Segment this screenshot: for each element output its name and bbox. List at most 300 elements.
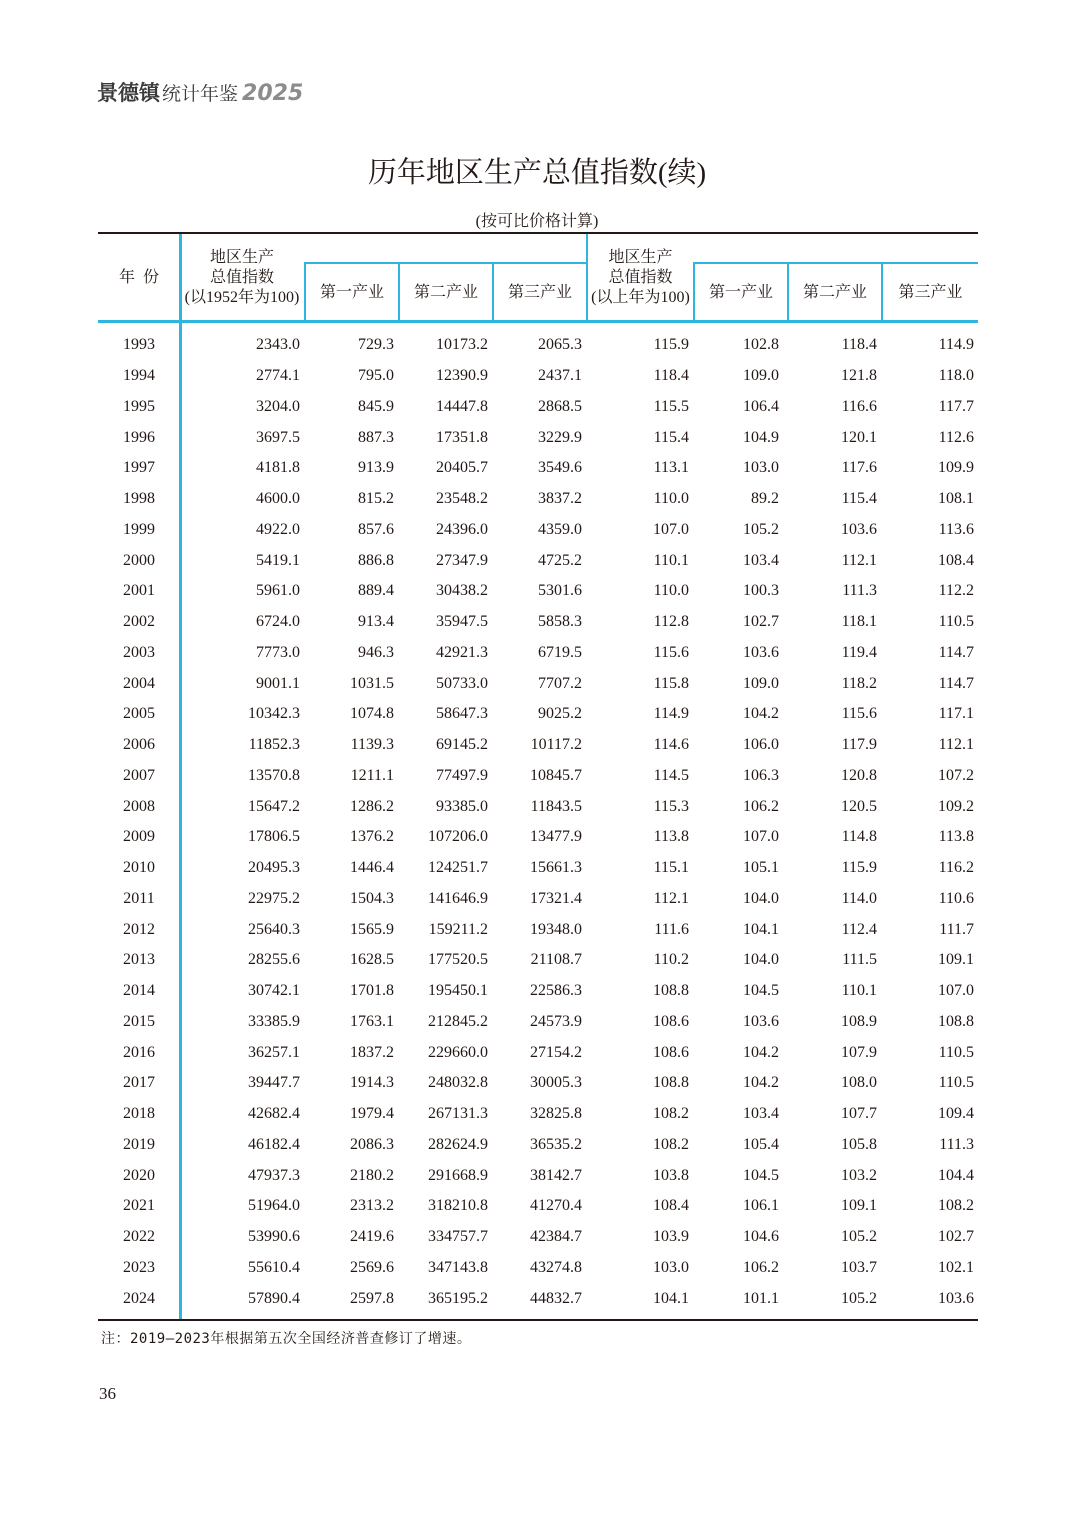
cell-tertiary-1952: 24573.9	[530, 1012, 582, 1030]
cell-tertiary-prev: 110.5	[938, 1043, 974, 1061]
cell-primary-prev: 104.2	[743, 1043, 779, 1061]
cell-secondary-prev: 111.5	[842, 951, 877, 969]
cell-secondary-prev: 107.9	[841, 1043, 877, 1061]
cell-primary-prev: 104.0	[743, 889, 779, 907]
data-table	[98, 330, 978, 1314]
cell-year: 2004	[123, 674, 155, 692]
cell-secondary-1952: 27347.9	[436, 551, 488, 569]
cell-gdp-index-1952: 7773.0	[256, 643, 300, 661]
table-row	[98, 1283, 978, 1314]
cell-gdp-index-1952: 3697.5	[256, 428, 300, 446]
cell-primary-1952: 1763.1	[350, 1012, 394, 1030]
cell-gdp-index-1952: 2774.1	[256, 367, 300, 385]
cell-secondary-prev: 117.6	[841, 459, 877, 477]
cell-tertiary-prev: 117.1	[938, 705, 974, 723]
cell-secondary-prev: 121.8	[841, 367, 877, 385]
cell-secondary-prev: 120.1	[841, 428, 877, 446]
cell-gdp-index-prev: 108.8	[653, 1074, 689, 1092]
cell-primary-prev: 89.2	[751, 490, 779, 508]
cell-tertiary-prev: 107.2	[938, 766, 974, 784]
cell-gdp-index-1952: 51964.0	[248, 1197, 300, 1215]
cell-primary-prev: 103.6	[743, 1012, 779, 1030]
cell-year: 2024	[123, 1289, 155, 1307]
cell-tertiary-prev: 113.8	[938, 828, 974, 846]
cell-gdp-index-prev: 104.1	[653, 1289, 689, 1307]
cell-tertiary-1952: 10845.7	[530, 766, 582, 784]
footnote: 注：2019—2023年根据第五次全国经济普查修订了增速。	[101, 1331, 472, 1347]
cell-primary-1952: 913.4	[358, 613, 394, 631]
cell-gdp-index-1952: 53990.6	[248, 1228, 300, 1246]
cell-primary-1952: 1286.2	[350, 797, 394, 815]
cell-tertiary-1952: 41270.4	[530, 1197, 582, 1215]
cell-tertiary-prev: 110.5	[938, 613, 974, 631]
cell-primary-1952: 2313.2	[350, 1197, 394, 1215]
cell-gdp-index-1952: 4600.0	[256, 490, 300, 508]
cell-year: 2021	[123, 1197, 155, 1215]
cell-secondary-1952: 291668.9	[428, 1166, 488, 1184]
cell-gdp-index-prev: 110.2	[653, 951, 689, 969]
cell-primary-prev: 104.2	[743, 1074, 779, 1092]
cell-year: 2012	[123, 920, 155, 938]
cell-secondary-1952: 42921.3	[436, 643, 488, 661]
cell-secondary-prev: 103.6	[841, 520, 877, 538]
cell-gdp-index-1952: 42682.4	[248, 1105, 300, 1123]
table-top-rule	[98, 232, 978, 234]
cell-gdp-index-1952: 5961.0	[256, 582, 300, 600]
cell-tertiary-1952: 3229.9	[538, 428, 582, 446]
cell-primary-1952: 2569.6	[350, 1258, 394, 1276]
cell-gdp-index-1952: 57890.4	[248, 1289, 300, 1307]
cell-year: 2000	[123, 551, 155, 569]
cell-gdp-index-prev: 108.2	[653, 1135, 689, 1153]
cell-year: 2019	[123, 1135, 155, 1153]
cell-primary-1952: 1031.5	[350, 674, 394, 692]
cell-gdp-index-prev: 111.6	[654, 920, 689, 938]
cell-secondary-prev: 118.2	[841, 674, 877, 692]
cell-primary-prev: 106.0	[743, 736, 779, 754]
cell-primary-prev: 105.2	[743, 520, 779, 538]
cell-tertiary-prev: 114.9	[938, 336, 974, 354]
table-row	[98, 330, 978, 361]
cell-tertiary-prev: 111.7	[939, 920, 974, 938]
cell-gdp-index-1952: 9001.1	[256, 674, 300, 692]
cell-year: 2007	[123, 766, 155, 784]
table-row	[98, 1222, 978, 1253]
cell-primary-1952: 1446.4	[350, 859, 394, 877]
cell-gdp-index-prev: 108.6	[653, 1012, 689, 1030]
cell-secondary-prev: 118.4	[841, 336, 877, 354]
table-row	[98, 515, 978, 546]
cell-tertiary-prev: 110.5	[938, 1074, 974, 1092]
cell-year: 1998	[123, 490, 155, 508]
cell-primary-1952: 1565.9	[350, 920, 394, 938]
cell-secondary-prev: 120.8	[841, 766, 877, 784]
cell-gdp-index-1952: 15647.2	[248, 797, 300, 815]
cell-tertiary-1952: 9025.2	[538, 705, 582, 723]
cell-primary-prev: 106.1	[743, 1197, 779, 1215]
cell-secondary-1952: 107206.0	[428, 828, 488, 846]
cell-secondary-1952: 195450.1	[428, 982, 488, 1000]
cell-tertiary-1952: 36535.2	[530, 1135, 582, 1153]
cell-gdp-index-prev: 114.9	[653, 705, 689, 723]
cell-secondary-1952: 12390.9	[436, 367, 488, 385]
cell-secondary-1952: 20405.7	[436, 459, 488, 477]
table-row	[98, 976, 978, 1007]
table-row	[98, 1007, 978, 1038]
cell-primary-prev: 109.0	[743, 367, 779, 385]
cell-tertiary-prev: 108.8	[938, 1012, 974, 1030]
table-row	[98, 607, 978, 638]
cell-tertiary-prev: 109.2	[938, 797, 974, 815]
cell-secondary-1952: 177520.5	[428, 951, 488, 969]
cell-primary-prev: 104.9	[743, 428, 779, 446]
cell-secondary-1952: 69145.2	[436, 736, 488, 754]
cell-gdp-index-1952: 11852.3	[248, 736, 300, 754]
cell-gdp-index-prev: 112.1	[653, 889, 689, 907]
cell-primary-1952: 857.6	[358, 520, 394, 538]
cell-gdp-index-prev: 115.3	[653, 797, 689, 815]
col-header-line: 总值指数	[209, 269, 274, 286]
cell-primary-1952: 1837.2	[350, 1043, 394, 1061]
cell-tertiary-1952: 6719.5	[538, 643, 582, 661]
table-row	[98, 453, 978, 484]
cell-secondary-prev: 108.0	[841, 1074, 877, 1092]
table-row	[98, 1130, 978, 1161]
cell-gdp-index-prev: 115.8	[653, 674, 689, 692]
cell-secondary-1952: 35947.5	[436, 613, 488, 631]
cell-primary-prev: 104.1	[743, 920, 779, 938]
table-row	[98, 668, 978, 699]
cell-year: 2022	[123, 1228, 155, 1246]
cell-year: 2009	[123, 828, 155, 846]
table-row	[98, 791, 978, 822]
cell-secondary-prev: 109.1	[841, 1197, 877, 1215]
cell-gdp-index-1952: 55610.4	[248, 1258, 300, 1276]
cell-primary-prev: 103.0	[743, 459, 779, 477]
cell-primary-1952: 2086.3	[350, 1135, 394, 1153]
col-header-secondary-1: 第二产业	[413, 284, 478, 301]
cell-primary-prev: 106.2	[743, 1258, 779, 1276]
cell-tertiary-1952: 44832.7	[530, 1289, 582, 1307]
cell-secondary-1952: 24396.0	[436, 520, 488, 538]
cell-year: 2006	[123, 736, 155, 754]
table-row	[98, 1191, 978, 1222]
cell-gdp-index-1952: 47937.3	[248, 1166, 300, 1184]
cell-year: 1996	[123, 428, 155, 446]
col-header-line: 总值指数	[608, 269, 673, 286]
cell-gdp-index-1952: 20495.3	[248, 859, 300, 877]
cell-tertiary-1952: 15661.3	[530, 859, 582, 877]
cell-secondary-1952: 124251.7	[428, 859, 488, 877]
cell-primary-prev: 107.0	[743, 828, 779, 846]
cell-primary-prev: 102.8	[743, 336, 779, 354]
cell-secondary-1952: 77497.9	[436, 766, 488, 784]
cell-gdp-index-prev: 112.8	[653, 613, 689, 631]
cell-secondary-prev: 105.2	[841, 1289, 877, 1307]
table-row	[98, 1068, 978, 1099]
cell-secondary-prev: 111.3	[842, 582, 877, 600]
cell-tertiary-prev: 108.2	[938, 1197, 974, 1215]
cell-primary-prev: 104.6	[743, 1228, 779, 1246]
cell-tertiary-prev: 114.7	[938, 643, 974, 661]
cell-gdp-index-prev: 108.6	[653, 1043, 689, 1061]
cell-tertiary-1952: 3837.2	[538, 490, 582, 508]
cell-primary-1952: 1139.3	[350, 736, 394, 754]
cell-primary-prev: 106.3	[743, 766, 779, 784]
cell-primary-1952: 2419.6	[350, 1228, 394, 1246]
cell-secondary-1952: 159211.2	[428, 920, 488, 938]
cell-tertiary-1952: 2437.1	[538, 367, 582, 385]
cell-gdp-index-1952: 25640.3	[248, 920, 300, 938]
cell-tertiary-1952: 2065.3	[538, 336, 582, 354]
table-row	[98, 1099, 978, 1130]
table-row	[98, 484, 978, 515]
cell-primary-1952: 1628.5	[350, 951, 394, 969]
cell-primary-prev: 105.4	[743, 1135, 779, 1153]
cell-secondary-1952: 267131.3	[428, 1105, 488, 1123]
cell-gdp-index-1952: 17806.5	[248, 828, 300, 846]
cell-primary-prev: 109.0	[743, 674, 779, 692]
cell-gdp-index-prev: 115.6	[653, 643, 689, 661]
cell-tertiary-prev: 112.1	[938, 736, 974, 754]
cell-secondary-prev: 107.7	[841, 1105, 877, 1123]
cell-secondary-1952: 212845.2	[428, 1012, 488, 1030]
cell-gdp-index-prev: 108.2	[653, 1105, 689, 1123]
cell-primary-1952: 889.4	[358, 582, 394, 600]
cell-secondary-1952: 365195.2	[428, 1289, 488, 1307]
cell-secondary-prev: 108.9	[841, 1012, 877, 1030]
cell-gdp-index-1952: 4922.0	[256, 520, 300, 538]
cell-secondary-1952: 23548.2	[436, 490, 488, 508]
cell-tertiary-prev: 108.4	[938, 551, 974, 569]
cell-gdp-index-prev: 110.0	[653, 582, 689, 600]
cell-primary-prev: 104.2	[743, 705, 779, 723]
cell-secondary-prev: 118.1	[841, 613, 877, 631]
cell-secondary-prev: 115.6	[841, 705, 877, 723]
cell-secondary-prev: 115.9	[841, 859, 877, 877]
cell-tertiary-1952: 27154.2	[530, 1043, 582, 1061]
cell-gdp-index-1952: 39447.7	[248, 1074, 300, 1092]
cell-tertiary-1952: 2868.5	[538, 397, 582, 415]
cell-gdp-index-prev: 114.5	[653, 766, 689, 784]
cell-year: 2003	[123, 643, 155, 661]
cell-tertiary-1952: 5301.6	[538, 582, 582, 600]
table-subtitle: (按可比价格计算)	[475, 213, 599, 230]
cell-gdp-index-prev: 118.4	[653, 367, 689, 385]
cell-gdp-index-prev: 115.9	[653, 336, 689, 354]
cell-primary-1952: 1211.1	[350, 766, 394, 784]
cell-secondary-prev: 114.0	[841, 889, 877, 907]
cell-tertiary-1952: 7707.2	[538, 674, 582, 692]
cell-secondary-prev: 103.2	[841, 1166, 877, 1184]
data-table-body	[98, 330, 978, 1314]
cell-year: 1997	[123, 459, 155, 477]
col-header-year: 年 份	[118, 269, 159, 286]
subheader-top-rule-2	[693, 262, 978, 264]
cell-primary-prev: 103.6	[743, 643, 779, 661]
cell-primary-1952: 1504.3	[350, 889, 394, 907]
cell-tertiary-prev: 108.1	[938, 490, 974, 508]
cell-tertiary-1952: 30005.3	[530, 1074, 582, 1092]
cell-tertiary-1952: 4359.0	[538, 520, 582, 538]
cell-secondary-prev: 112.4	[841, 920, 877, 938]
cell-gdp-index-prev: 103.0	[653, 1258, 689, 1276]
cell-secondary-1952: 14447.8	[436, 397, 488, 415]
cell-primary-1952: 845.9	[358, 397, 394, 415]
cell-primary-prev: 103.4	[743, 1105, 779, 1123]
cell-gdp-index-1952: 33385.9	[248, 1012, 300, 1030]
cell-year: 1999	[123, 520, 155, 538]
cell-secondary-prev: 112.1	[841, 551, 877, 569]
cell-gdp-index-1952: 13570.8	[248, 766, 300, 784]
cell-tertiary-1952: 38142.7	[530, 1166, 582, 1184]
cell-gdp-index-prev: 107.0	[653, 520, 689, 538]
cell-tertiary-1952: 13477.9	[530, 828, 582, 846]
cell-primary-prev: 106.4	[743, 397, 779, 415]
brand-year: 2025	[242, 81, 304, 106]
cell-secondary-1952: 50733.0	[436, 674, 488, 692]
cell-gdp-index-prev: 113.8	[653, 828, 689, 846]
table-row	[98, 361, 978, 392]
cell-secondary-1952: 93385.0	[436, 797, 488, 815]
cell-primary-1952: 729.3	[358, 336, 394, 354]
cell-tertiary-prev: 112.2	[938, 582, 974, 600]
cell-tertiary-1952: 11843.5	[530, 797, 582, 815]
cell-tertiary-prev: 112.6	[938, 428, 974, 446]
col-header-line: (以上年为100)	[591, 289, 690, 306]
col-header-line: 地区生产	[608, 249, 673, 266]
cell-tertiary-prev: 103.6	[938, 1289, 974, 1307]
cell-primary-prev: 105.1	[743, 859, 779, 877]
cell-secondary-prev: 103.7	[841, 1258, 877, 1276]
cell-year: 2020	[123, 1166, 155, 1184]
cell-gdp-index-prev: 108.8	[653, 982, 689, 1000]
cell-gdp-index-prev: 115.1	[653, 859, 689, 877]
cell-gdp-index-prev: 110.1	[653, 551, 689, 569]
cell-secondary-1952: 282624.9	[428, 1135, 488, 1153]
table-row	[98, 884, 978, 915]
cell-tertiary-prev: 113.6	[938, 520, 974, 538]
cell-secondary-prev: 105.8	[841, 1135, 877, 1153]
table-row	[98, 730, 978, 761]
cell-secondary-prev: 114.8	[841, 828, 877, 846]
table-row	[98, 1160, 978, 1191]
cell-tertiary-1952: 32825.8	[530, 1105, 582, 1123]
cell-year: 2016	[123, 1043, 155, 1061]
brand-name: 景德镇	[97, 81, 160, 105]
cell-year: 1993	[123, 336, 155, 354]
cell-secondary-1952: 248032.8	[428, 1074, 488, 1092]
table-row	[98, 1037, 978, 1068]
cell-secondary-1952: 318210.8	[428, 1197, 488, 1215]
cell-secondary-1952: 30438.2	[436, 582, 488, 600]
cell-gdp-index-1952: 10342.3	[248, 705, 300, 723]
table-row	[98, 576, 978, 607]
cell-tertiary-prev: 111.3	[939, 1135, 974, 1153]
page-number: 36	[99, 1384, 116, 1403]
cell-gdp-index-prev: 115.4	[653, 428, 689, 446]
cell-secondary-prev: 110.1	[841, 982, 877, 1000]
cell-year: 2002	[123, 613, 155, 631]
cell-year: 2011	[123, 889, 155, 907]
cell-primary-prev: 106.2	[743, 797, 779, 815]
table-row	[98, 638, 978, 669]
cell-primary-1952: 2180.2	[350, 1166, 394, 1184]
cell-year: 2008	[123, 797, 155, 815]
cell-secondary-1952: 141646.9	[428, 889, 488, 907]
col-header-line: 地区生产	[209, 249, 274, 266]
cell-gdp-index-prev: 110.0	[653, 490, 689, 508]
cell-primary-1952: 886.8	[358, 551, 394, 569]
cell-secondary-prev: 120.5	[841, 797, 877, 815]
cell-tertiary-prev: 109.4	[938, 1105, 974, 1123]
cell-secondary-1952: 347143.8	[428, 1258, 488, 1276]
cell-secondary-prev: 115.4	[841, 490, 877, 508]
cell-secondary-prev: 105.2	[841, 1228, 877, 1246]
table-row	[98, 822, 978, 853]
col-header-line: (以1952年为100)	[184, 289, 300, 306]
cell-tertiary-prev: 109.9	[938, 459, 974, 477]
cell-tertiary-prev: 104.4	[938, 1166, 974, 1184]
cell-gdp-index-1952: 30742.1	[248, 982, 300, 1000]
cell-primary-1952: 1701.8	[350, 982, 394, 1000]
subheader-top-rule-1	[304, 262, 587, 264]
table-row	[98, 761, 978, 792]
cell-primary-1952: 1914.3	[350, 1074, 394, 1092]
cell-tertiary-1952: 43274.8	[530, 1258, 582, 1276]
cell-tertiary-1952: 42384.7	[530, 1228, 582, 1246]
cell-primary-prev: 102.7	[743, 613, 779, 631]
cell-year: 2001	[123, 582, 155, 600]
col-header-gdp-index-1952	[180, 248, 304, 308]
cell-year: 2023	[123, 1258, 155, 1276]
cell-year: 2015	[123, 1012, 155, 1030]
col-header-primary-1: 第一产业	[319, 284, 384, 301]
cell-primary-1952: 1376.2	[350, 828, 394, 846]
cell-primary-1952: 887.3	[358, 428, 394, 446]
cell-tertiary-1952: 4725.2	[538, 551, 582, 569]
cell-gdp-index-1952: 3204.0	[256, 397, 300, 415]
cell-tertiary-prev: 102.7	[938, 1228, 974, 1246]
yearbook-brand	[97, 77, 304, 106]
cell-tertiary-prev: 102.1	[938, 1258, 974, 1276]
cell-primary-1952: 1979.4	[350, 1105, 394, 1123]
cell-secondary-1952: 229660.0	[428, 1043, 488, 1061]
page-title: 历年地区生产总值指数(续)	[367, 157, 707, 189]
table-row	[98, 699, 978, 730]
cell-primary-1952: 795.0	[358, 367, 394, 385]
cell-primary-prev: 100.3	[743, 582, 779, 600]
table-row	[98, 1253, 978, 1284]
cell-primary-1952: 946.3	[358, 643, 394, 661]
cell-primary-1952: 1074.8	[350, 705, 394, 723]
cell-tertiary-prev: 116.2	[938, 859, 974, 877]
cell-primary-prev: 104.0	[743, 951, 779, 969]
brand-subtitle: 统计年鉴	[162, 83, 239, 105]
cell-secondary-prev: 117.9	[841, 736, 877, 754]
cell-gdp-index-prev: 103.9	[653, 1228, 689, 1246]
cell-gdp-index-1952: 22975.2	[248, 889, 300, 907]
cell-tertiary-prev: 114.7	[938, 674, 974, 692]
cell-gdp-index-1952: 46182.4	[248, 1135, 300, 1153]
cell-primary-prev: 101.1	[743, 1289, 779, 1307]
cell-gdp-index-prev: 103.8	[653, 1166, 689, 1184]
cell-gdp-index-prev: 113.1	[653, 459, 689, 477]
cell-year: 2014	[123, 982, 155, 1000]
cell-year: 1995	[123, 397, 155, 415]
cell-secondary-1952: 334757.7	[428, 1228, 488, 1246]
table-row	[98, 392, 978, 423]
